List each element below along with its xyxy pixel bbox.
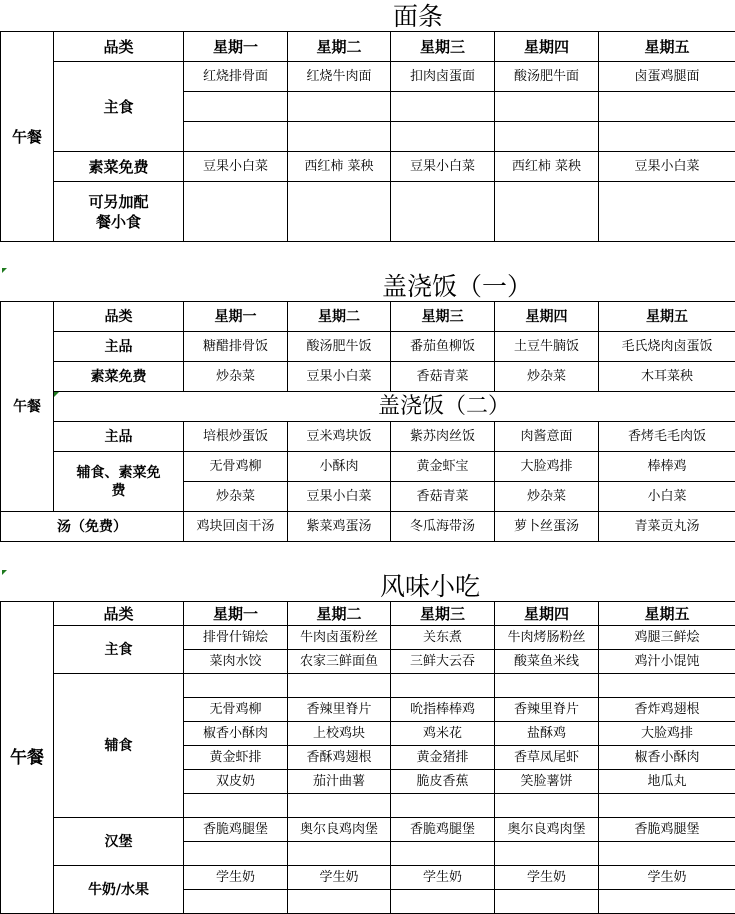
menu-cell: 香草凤尾虾 — [495, 746, 599, 770]
day-header: 星期四 — [495, 602, 599, 626]
menu-cell: 菜肉水饺 — [184, 650, 288, 674]
corner-mark — [2, 268, 7, 273]
snacks-title: 风味小吃 — [380, 572, 480, 602]
day-header: 星期五 — [599, 602, 735, 626]
menu-cell: 鸡米花 — [391, 722, 495, 746]
lunch-label: 午餐 — [1, 602, 54, 914]
menu-cell: 无骨鸡柳 — [184, 452, 288, 482]
menu-cell: 香炸鸡翅根 — [599, 698, 735, 722]
category-header: 品类 — [54, 32, 184, 62]
day-header: 星期三 — [391, 302, 495, 332]
menu-cell: 红烧牛肉面 — [288, 62, 391, 92]
menu-cell: 盐酥鸡 — [495, 722, 599, 746]
menu-cell: 培根炒蛋饭 — [184, 422, 288, 452]
menu-cell: 椒香小酥肉 — [599, 746, 735, 770]
day-header: 星期二 — [288, 602, 391, 626]
menu-cell: 香脆鸡腿堡 — [599, 818, 735, 842]
menu-cell: 番茄鱼柳饭 — [391, 332, 495, 362]
menu-cell: 学生奶 — [184, 866, 288, 890]
menu-cell: 酸菜鱼米线 — [495, 650, 599, 674]
day-header: 星期一 — [184, 32, 288, 62]
menu-cell: 紫苏肉丝饭 — [391, 422, 495, 452]
menu-cell: 豆果小白菜 — [184, 152, 288, 182]
menu-cell: 香菇青菜 — [391, 482, 495, 512]
menu-cell: 棒棒鸡 — [599, 452, 735, 482]
corner-mark — [54, 392, 59, 397]
menu-cell: 学生奶 — [495, 866, 599, 890]
menu-cell: 炒杂菜 — [495, 482, 599, 512]
menu-cell: 脆皮香蕉 — [391, 770, 495, 794]
menu-cell: 豆果小白菜 — [288, 482, 391, 512]
day-header: 星期四 — [495, 32, 599, 62]
menu-cell: 紫菜鸡蛋汤 — [288, 512, 391, 542]
menu-cell: 学生奶 — [288, 866, 391, 890]
menu-cell: 地瓜丸 — [599, 770, 735, 794]
menu-cell: 农家三鲜面鱼 — [288, 650, 391, 674]
menu-cell: 无骨鸡柳 — [184, 698, 288, 722]
main-label: 主品 — [54, 332, 184, 362]
noodles-table — [0, 31, 735, 242]
soup-label: 汤（免费） — [1, 512, 184, 542]
day-header: 星期三 — [391, 602, 495, 626]
menu-cell: 酸汤肥牛面 — [495, 62, 599, 92]
menu-cell: 香烤毛毛肉饭 — [599, 422, 735, 452]
menu-cell: 椒香小酥肉 — [184, 722, 288, 746]
menu-cell: 炒杂菜 — [184, 362, 288, 392]
side-label: 辅食、素菜免费 — [54, 452, 184, 512]
menu-cell: 大脸鸡排 — [599, 722, 735, 746]
menu-cell: 黄金虾排 — [184, 746, 288, 770]
extra-label: 可另加配餐小食 — [54, 182, 184, 242]
day-header: 星期一 — [184, 602, 288, 626]
lunch-label: 午餐 — [1, 302, 54, 512]
menu-cell: 大脸鸡排 — [495, 452, 599, 482]
menu-cell: 炒杂菜 — [495, 362, 599, 392]
menu-cell: 豆果小白菜 — [599, 152, 735, 182]
rice2-title: 盖浇饭（二） — [54, 392, 735, 422]
menu-cell: 黄金猪排 — [391, 746, 495, 770]
veg-label: 素菜免费 — [54, 362, 184, 392]
menu-cell: 青菜贡丸汤 — [599, 512, 735, 542]
menu-cell: 香脆鸡腿堡 — [391, 818, 495, 842]
menu-cell: 木耳菜秧 — [599, 362, 735, 392]
menu-cell: 黄金虾宝 — [391, 452, 495, 482]
corner-mark — [2, 570, 7, 575]
menu-cell: 肉酱意面 — [495, 422, 599, 452]
menu-cell: 香酥鸡翅根 — [288, 746, 391, 770]
category-header: 品类 — [54, 302, 184, 332]
rice-table — [0, 301, 735, 542]
lunch-label: 午餐 — [1, 32, 54, 242]
menu-cell: 小酥肉 — [288, 452, 391, 482]
day-header: 星期一 — [184, 302, 288, 332]
menu-cell: 糖醋排骨饭 — [184, 332, 288, 362]
menu-cell: 奥尔良鸡肉堡 — [288, 818, 391, 842]
menu-cell: 红烧排骨面 — [184, 62, 288, 92]
menu-cell: 香脆鸡腿堡 — [184, 818, 288, 842]
menu-cell: 香辣里脊片 — [288, 698, 391, 722]
menu-cell: 鸡块回卤干汤 — [184, 512, 288, 542]
menu-cell: 三鲜大云吞 — [391, 650, 495, 674]
day-header: 星期四 — [495, 302, 599, 332]
main-label: 主品 — [54, 422, 184, 452]
menu-cell: 香辣里脊片 — [495, 698, 599, 722]
menu-cell: 奥尔良鸡肉堡 — [495, 818, 599, 842]
menu-cell: 双皮奶 — [184, 770, 288, 794]
day-header: 星期五 — [599, 302, 735, 332]
menu-cell: 扣肉卤蛋面 — [391, 62, 495, 92]
menu-cell: 西红柿 菜秧 — [495, 152, 599, 182]
menu-cell: 毛氏烧肉卤蛋饭 — [599, 332, 735, 362]
day-header: 星期二 — [288, 302, 391, 332]
menu-cell: 豆果小白菜 — [391, 152, 495, 182]
menu-cell: 笑脸薯饼 — [495, 770, 599, 794]
side-label: 辅食 — [54, 674, 184, 818]
menu-cell: 鸡腿三鲜烩 — [599, 626, 735, 650]
menu-cell: 学生奶 — [599, 866, 735, 890]
menu-cell: 炒杂菜 — [184, 482, 288, 512]
menu-cell: 排骨什锦烩 — [184, 626, 288, 650]
noodles-title: 面条 — [393, 2, 443, 32]
menu-cell: 酸汤肥牛饭 — [288, 332, 391, 362]
veg-label: 素菜免费 — [54, 152, 184, 182]
menu-cell: 冬瓜海带汤 — [391, 512, 495, 542]
menu-cell: 牛肉卤蛋粉丝 — [288, 626, 391, 650]
menu-cell: 吮指棒棒鸡 — [391, 698, 495, 722]
menu-cell: 萝卜丝蛋汤 — [495, 512, 599, 542]
menu-cell: 西红柿 菜秧 — [288, 152, 391, 182]
category-header: 品类 — [54, 602, 184, 626]
day-header: 星期二 — [288, 32, 391, 62]
menu-cell: 关东煮 — [391, 626, 495, 650]
day-header: 星期三 — [391, 32, 495, 62]
staple-label: 主食 — [54, 62, 184, 152]
menu-cell: 茄汁曲薯 — [288, 770, 391, 794]
menu-cell: 鸡汁小馄饨 — [599, 650, 735, 674]
menu-cell: 香菇青菜 — [391, 362, 495, 392]
day-header: 星期五 — [599, 32, 735, 62]
milk-label: 牛奶/水果 — [54, 866, 184, 914]
menu-cell: 卤蛋鸡腿面 — [599, 62, 735, 92]
staple-label: 主食 — [54, 626, 184, 674]
menu-cell: 豆米鸡块饭 — [288, 422, 391, 452]
rice1-title: 盖浇饭（一） — [382, 272, 532, 302]
menu-cell: 豆果小白菜 — [288, 362, 391, 392]
menu-cell: 学生奶 — [391, 866, 495, 890]
snacks-table — [0, 601, 735, 914]
menu-cell: 上校鸡块 — [288, 722, 391, 746]
burger-label: 汉堡 — [54, 818, 184, 866]
menu-cell: 牛肉烤肠粉丝 — [495, 626, 599, 650]
menu-cell: 土豆牛腩饭 — [495, 332, 599, 362]
menu-cell: 小白菜 — [599, 482, 735, 512]
